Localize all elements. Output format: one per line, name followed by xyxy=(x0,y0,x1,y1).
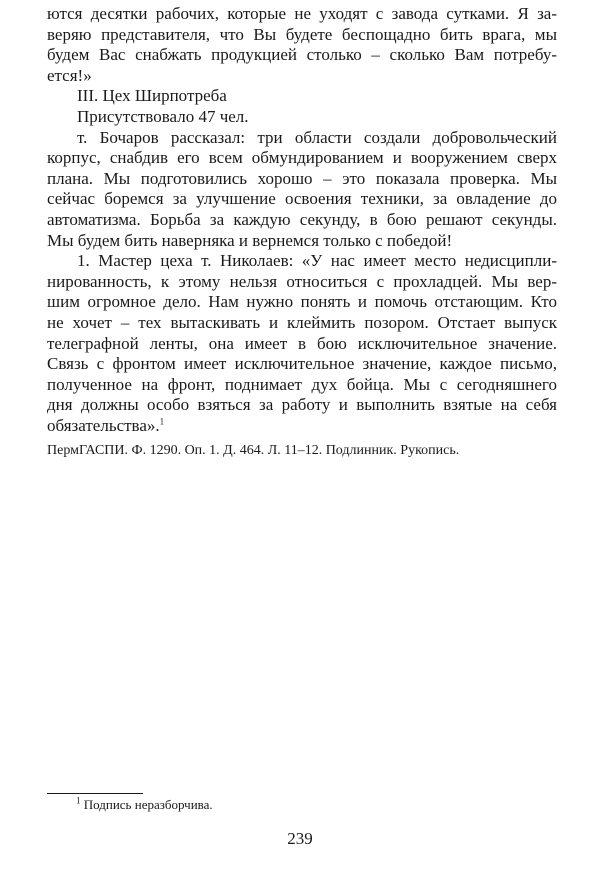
footnote-divider xyxy=(47,793,143,794)
body-text xyxy=(47,4,557,436)
text-line: дня должны особо взяться за работу и выполнить взятые на себя xyxy=(47,395,557,415)
text-line: ется!» xyxy=(47,65,92,85)
text-line: шим огромное дело. Нам нужно понять и помочь отстающим. Кто xyxy=(47,292,557,312)
text-line: будем Вас снабжать продукцией столько – сколько Вам потребу- xyxy=(47,45,557,65)
text-line: автоматизма. Борьба за каждую секунду, в бою решают секунды. xyxy=(47,209,557,229)
text-line: Связь с фронтом имеет исключительное значение, каждое письмо, xyxy=(47,354,557,374)
text-line: корпус, снабдив его всем обмундированием и вооружением сверх xyxy=(47,148,557,168)
footnote-text: Подпись неразборчива. xyxy=(83,797,213,812)
text-line-content: обязательства». xyxy=(47,415,160,435)
text-line: 1. Мастер цеха т. Николаев: «У нас имеет место недисципли- xyxy=(77,251,557,271)
footnote-number: 1 xyxy=(76,795,81,806)
footnote xyxy=(76,797,213,813)
text-line: телеграфной ленты, она имеет в бою исключительное значение. xyxy=(47,333,557,353)
text-line: Мы будем бить наверняка и вернемся только с победой! xyxy=(47,230,453,250)
text-line: не хочет – тех вытаскивать и клеймить позором. Отстает выпуск xyxy=(47,312,557,332)
attendance-line: Присутствовало 47 чел. xyxy=(77,106,249,126)
text-line: веряю представителя, что Вы будете беспощадно бить врага, мы xyxy=(47,24,557,44)
page-number: 239 xyxy=(287,829,313,848)
archive-source-citation: ПермГАСПИ. Ф. 1290. Оп. 1. Д. 464. Л. 11–12. Подлинник. Рукопись. xyxy=(47,443,460,458)
section-heading: III. Цех Ширпотреба xyxy=(77,86,227,106)
text-line: полученное на фронт, поднимает дух бойца. Мы с сегодняшнего xyxy=(47,374,557,394)
text-line: сейчас боремся за улучшение освоения техники, за овладение до xyxy=(47,189,557,209)
footnote-reference[interactable]: 1 xyxy=(159,416,165,427)
text-line: т. Бочаров рассказал: три области создали добровольческий xyxy=(77,127,557,147)
text-line: ются десятки рабочих, которые не уходят с завода сутками. Я за- xyxy=(47,4,557,23)
text-line: нированность, к этому нельзя относиться с прохладцей. Мы вер- xyxy=(47,271,557,291)
text-line-last xyxy=(47,416,557,437)
text-line: плана. Мы подготовились хорошо – это показала проверка. Мы xyxy=(47,168,557,188)
